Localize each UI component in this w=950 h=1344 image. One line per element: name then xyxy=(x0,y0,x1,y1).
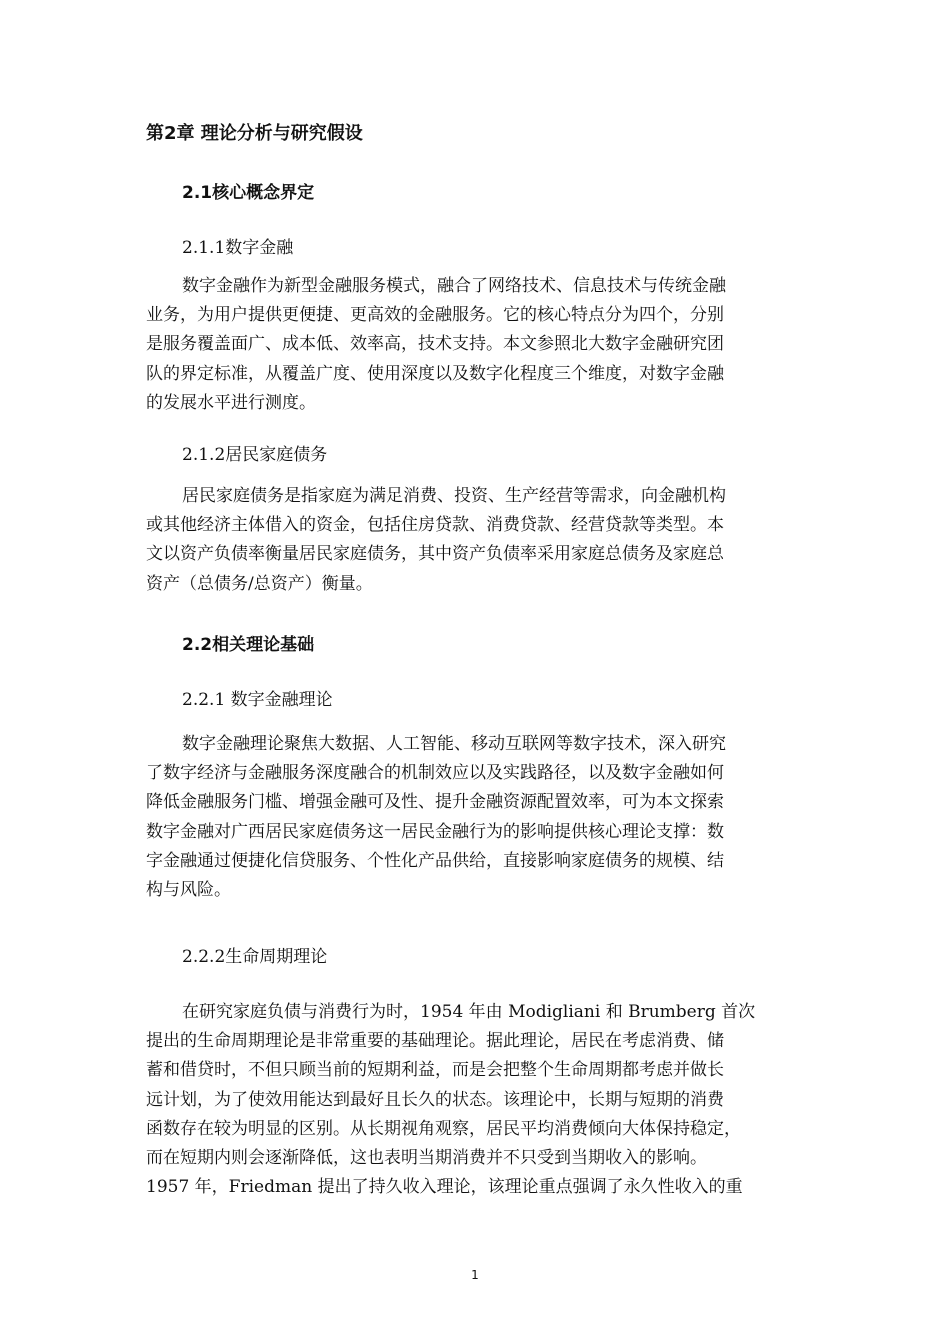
chapter-title: 第2章 理论分析与研究假设 xyxy=(146,123,363,144)
subsection-heading-2-1-2: 2.1.2居民家庭债务 xyxy=(182,445,328,465)
paragraph-line: 1957 年，Friedman 提出了持久收入理论，该理论重点强调了永久性收入的重 xyxy=(146,1177,743,1198)
paragraph-line: 了数字经济与金融服务深度融合的机制效应以及实践路径，以及数字金融如何 xyxy=(146,763,724,784)
paragraph-line: 居民家庭债务是指家庭为满足消费、投资、生产经营等需求，向金融机构 xyxy=(182,486,726,506)
paragraph-line: 是服务覆盖面广、成本低、效率高，技术支持。本文参照北大数字金融研究团 xyxy=(146,334,724,355)
paragraph-line: 字金融通过便捷化信贷服务、个性化产品供给，直接影响家庭债务的规模、结 xyxy=(146,850,724,871)
paragraph-line: 蓄和借贷时，不但只顾当前的短期利益，而是会把整个生命周期都考虑并做长 xyxy=(146,1060,724,1081)
paragraph-digital-finance xyxy=(146,272,806,418)
page-number: 1 xyxy=(471,1268,479,1282)
paragraph-line: 而在短期内则会逐渐降低，这也表明当期消费并不只受到当期收入的影响。 xyxy=(146,1148,707,1169)
paragraph-line: 远计划，为了使效用能达到最好且长久的状态。该理论中，长期与短期的消费 xyxy=(146,1089,724,1110)
paragraph-line: 提出的生命周期理论是非常重要的基础理论。据此理论，居民在考虑消费、储 xyxy=(146,1031,724,1052)
paragraph-line: 数字金融作为新型金融服务模式，融合了网络技术、信息技术与传统金融 xyxy=(182,276,726,296)
subsection-heading-2-2-1: 2.2.1 数字金融理论 xyxy=(182,690,333,710)
paragraph-life-cycle-theory xyxy=(146,998,806,1202)
paragraph-line: 的发展水平进行测度。 xyxy=(146,392,316,413)
section-heading-2-1: 2.1核心概念界定 xyxy=(182,183,315,203)
paragraph-line: 降低金融服务门槛、增强金融可及性、提升金融资源配置效率，可为本文探索 xyxy=(146,792,724,813)
subsection-heading-2-1-1: 2.1.1数字金融 xyxy=(182,238,294,258)
paragraph-line: 业务，为用户提供更便捷、更高效的金融服务。它的核心特点分为四个，分别 xyxy=(146,305,724,326)
section-heading-2-2: 2.2相关理论基础 xyxy=(182,635,315,655)
paragraph-line: 资产（总债务/总资产）衡量。 xyxy=(146,573,373,594)
subsection-heading-2-2-2: 2.2.2生命周期理论 xyxy=(182,947,328,967)
paragraph-digital-finance-theory xyxy=(146,730,806,905)
paragraph-household-debt xyxy=(146,482,806,599)
paragraph-line: 在研究家庭负债与消费行为时，1954 年由 Modigliani 和 Brumberg 首次 xyxy=(182,1002,756,1022)
paragraph-line: 函数存在较为明显的区别。从长期视角观察，居民平均消费倾向大体保持稳定， xyxy=(146,1118,741,1139)
paragraph-line: 数字金融对广西居民家庭债务这一居民金融行为的影响提供核心理论支撑：数 xyxy=(146,821,724,842)
paragraph-line: 队的界定标准，从覆盖广度、使用深度以及数字化程度三个维度，对数字金融 xyxy=(146,363,724,384)
paragraph-line: 构与风险。 xyxy=(146,880,231,901)
paragraph-line: 文以资产负债率衡量居民家庭债务，其中资产负债率采用家庭总债务及家庭总 xyxy=(146,544,724,565)
paragraph-line: 数字金融理论聚焦大数据、人工智能、移动互联网等数字技术，深入研究 xyxy=(182,734,726,754)
paragraph-line: 或其他经济主体借入的资金，包括住房贷款、消费贷款、经营贷款等类型。本 xyxy=(146,515,724,536)
